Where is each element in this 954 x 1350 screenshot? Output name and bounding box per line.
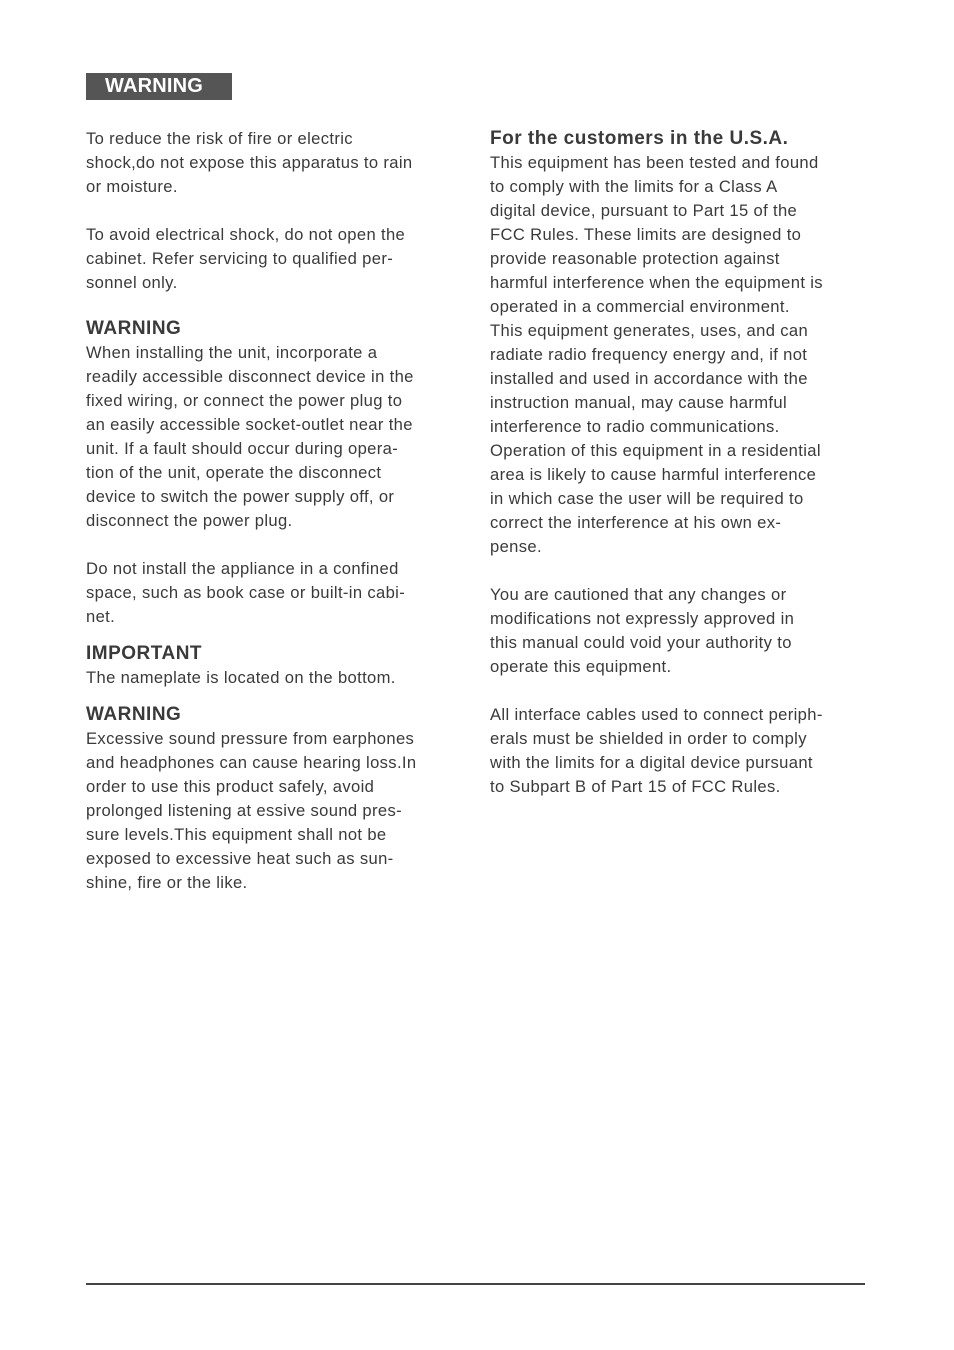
text-line: interference to radio communications. <box>490 417 780 436</box>
electrical-shock-paragraph <box>86 223 466 295</box>
text-line: operate this equipment. <box>490 657 672 676</box>
text-line: harmful interference when the equipment is <box>490 273 823 292</box>
text-line: to comply with the limits for a Class A <box>490 177 778 196</box>
text-line: to Subpart B of Part 15 of FCC Rules. <box>490 777 781 796</box>
text-line: exposed to excessive heat such as sun- <box>86 849 394 868</box>
text-line: prolonged listening at essive sound pres- <box>86 801 402 820</box>
text-line: instruction manual, may cause harmful <box>490 393 788 412</box>
text-line: in which case the user will be required to <box>490 489 804 508</box>
text-line: shock,do not expose this apparatus to rain <box>86 153 413 172</box>
nameplate-paragraph <box>86 666 466 690</box>
text-line: You are cautioned that any changes or <box>490 585 787 604</box>
text-line: radiate radio frequency energy and, if not <box>490 345 808 364</box>
text-line: pense. <box>490 537 542 556</box>
warning-heading-sound: WARNING <box>86 704 182 725</box>
text-line: The nameplate is located on the bottom. <box>86 668 396 687</box>
text-line: Operation of this equipment in a residential <box>490 441 821 460</box>
text-line: area is likely to cause harmful interference <box>490 465 817 484</box>
text-line: FCC Rules. These limits are designed to <box>490 225 802 244</box>
text-line: sure levels.This equipment shall not be <box>86 825 387 844</box>
left-column <box>86 127 466 895</box>
text-line: sonnel only. <box>86 273 178 292</box>
text-line: modifications not expressly approved in <box>490 609 795 628</box>
text-line: or moisture. <box>86 177 178 196</box>
text-line: readily accessible disconnect device in the <box>86 367 414 386</box>
confined-space-paragraph <box>86 557 466 629</box>
text-line: unit. If a fault should occur during opera- <box>86 439 399 458</box>
text-line: this manual could void your authority to <box>490 633 792 652</box>
text-line: Do not install the appliance in a confined <box>86 559 399 578</box>
text-line: cabinet. Refer servicing to qualified per- <box>86 249 394 268</box>
text-line: fixed wiring, or connect the power plug to <box>86 391 403 410</box>
disconnect-paragraph <box>86 341 466 533</box>
text-line: erals must be shielded in order to comply <box>490 729 807 748</box>
text-line: To reduce the risk of fire or electric <box>86 129 353 148</box>
warning-heading-disconnect: WARNING <box>86 318 182 339</box>
right-column <box>490 127 875 799</box>
fire-shock-paragraph <box>86 127 466 199</box>
text-line: provide reasonable protection against <box>490 249 780 268</box>
text-line: with the limits for a digital device pursuant <box>490 753 813 772</box>
text-line: This equipment has been tested and found <box>490 153 819 172</box>
footer-rule <box>86 1283 865 1285</box>
text-line: and headphones can cause hearing loss.In <box>86 753 417 772</box>
warning-banner: WARNING <box>86 73 232 100</box>
shielded-cables-paragraph <box>490 703 875 799</box>
important-heading: IMPORTANT <box>86 643 203 664</box>
text-line: digital device, pursuant to Part 15 of the <box>490 201 798 220</box>
text-line: Excessive sound pressure from earphones <box>86 729 415 748</box>
text-line: net. <box>86 607 116 626</box>
text-line: All interface cables used to connect periph- <box>490 705 823 724</box>
text-line: operated in a commercial environment. <box>490 297 790 316</box>
text-line: installed and used in accordance with the <box>490 369 808 388</box>
text-line: When installing the unit, incorporate a <box>86 343 378 362</box>
text-line: disconnect the power plug. <box>86 511 293 530</box>
text-line: To avoid electrical shock, do not open the <box>86 225 406 244</box>
sound-pressure-paragraph <box>86 727 466 895</box>
text-line: an easily accessible socket-outlet near the <box>86 415 413 434</box>
text-line: order to use this product safely, avoid <box>86 777 375 796</box>
modifications-caution-paragraph <box>490 583 875 679</box>
text-line: device to switch the power supply off, or <box>86 487 395 506</box>
text-line: space, such as book case or built-in cabi- <box>86 583 406 602</box>
text-line: tion of the unit, operate the disconnect <box>86 463 382 482</box>
fcc-compliance-paragraph <box>490 151 875 559</box>
usa-customers-heading: For the customers in the U.S.A. <box>490 128 789 149</box>
text-line: shine, fire or the like. <box>86 873 248 892</box>
text-line: This equipment generates, uses, and can <box>490 321 809 340</box>
text-line: correct the interference at his own ex- <box>490 513 782 532</box>
